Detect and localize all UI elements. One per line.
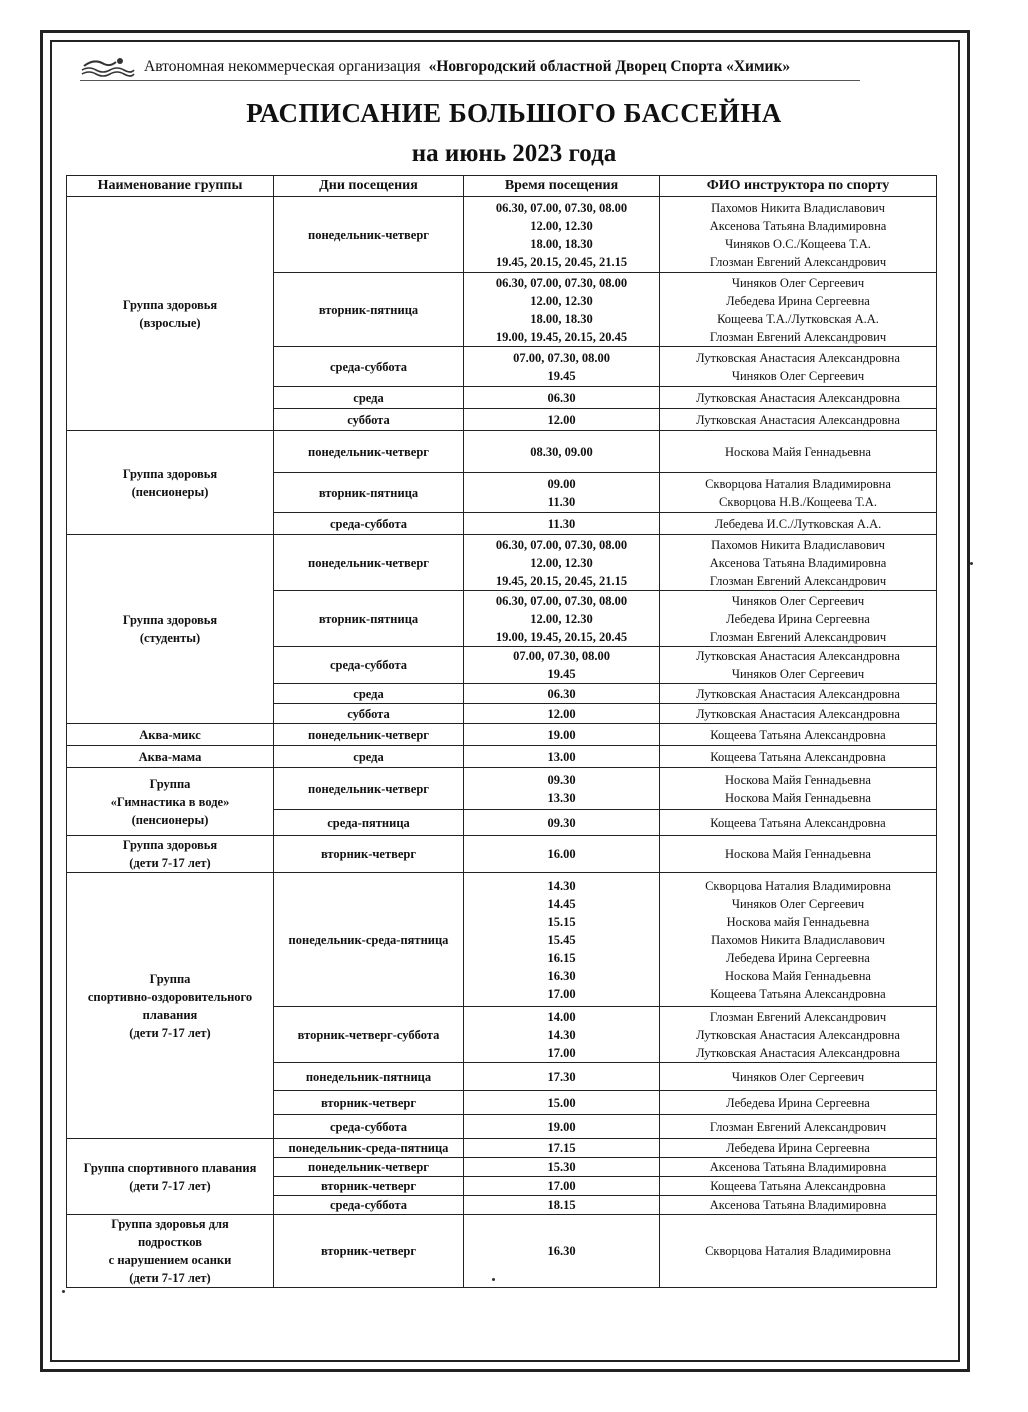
time-value: 12.00	[547, 412, 576, 427]
instructor-name: Носкова Майя Геннадьевна	[725, 790, 871, 805]
time-value: 19.00, 19.45, 20.15, 20.45	[495, 629, 628, 644]
instructor-name: Кощеева Т.А./Лутковская А.А.	[717, 311, 879, 326]
instructor-name: Скворцова Н.В./Кощеева Т.А.	[719, 494, 877, 509]
instructor-cell	[660, 704, 937, 724]
time-value: 06.30	[547, 390, 576, 405]
group-name-line: «Гимнастика в воде»	[110, 794, 230, 809]
time-cell	[464, 273, 660, 347]
time-cell	[464, 704, 660, 724]
time-cell	[464, 1007, 660, 1063]
instructor-name: Глозман Евгений Александрович	[709, 254, 887, 269]
instructor-name: Лутковская Анастасия Александровна	[696, 390, 900, 405]
instructor-name: Лебедева Ирина Сергеевна	[726, 293, 870, 308]
time-value: 15.15	[547, 914, 576, 929]
group-name-cell	[67, 431, 274, 535]
org-header	[80, 54, 900, 80]
time-value: 06.30, 07.00, 07.30, 08.00	[495, 275, 628, 290]
time-value: 14.30	[547, 878, 576, 893]
days-cell: вторник-четверг	[274, 1091, 464, 1115]
instructor-cell	[660, 746, 937, 768]
instructor-name: Пахомов Никита Владиславович	[711, 932, 885, 947]
time-value: 13.30	[547, 790, 576, 805]
days-cell: вторник-четверг	[274, 1177, 464, 1196]
time-value: 16.30	[547, 1244, 576, 1258]
table-row	[67, 768, 937, 810]
time-value: 06.30	[547, 686, 576, 701]
instructor-name: Аксенова Татьяна Владимировна	[709, 218, 887, 233]
time-value: 19.45, 20.15, 20.45, 21.15	[495, 254, 628, 269]
days-cell: понедельник-четверг	[274, 431, 464, 473]
days-cell: среда-пятница	[274, 810, 464, 836]
instructor-name: Кощеева Татьяна Александровна	[710, 986, 886, 1001]
time-cell	[464, 647, 660, 684]
group-name-line: спортивно-оздоровительного	[87, 989, 253, 1004]
time-value: 07.00, 07.30, 08.00	[513, 649, 610, 663]
table-row	[67, 724, 937, 746]
scan-speck	[62, 1290, 65, 1293]
instructor-name: Чиняков Олег Сергеевич	[731, 275, 865, 290]
days-cell: среда-суббота	[274, 1115, 464, 1139]
group-name-cell	[67, 197, 274, 431]
time-cell	[464, 197, 660, 273]
time-value: 16.15	[547, 950, 576, 965]
group-name-cell	[67, 535, 274, 724]
instructor-name: Лутковская Анастасия Александровна	[696, 1045, 900, 1060]
group-name-line: Группа здоровья	[122, 297, 218, 312]
org-name: «Новгородский областной Дворец Спорта «Химик»	[428, 58, 791, 75]
time-value: 11.30	[547, 516, 576, 531]
time-cell	[464, 431, 660, 473]
instructor-name: Пахомов Никита Владиславович	[711, 200, 885, 215]
column-header: Время посещения	[464, 176, 660, 197]
time-cell	[464, 836, 660, 873]
instructor-name: Глозман Евгений Александрович	[709, 1119, 887, 1134]
time-value: 13.00	[547, 749, 576, 764]
days-cell: понедельник-пятница	[274, 1063, 464, 1091]
schedule-table	[66, 175, 937, 1288]
instructor-cell	[660, 1215, 937, 1288]
instructor-name: Аксенова Татьяна Владимировна	[709, 1198, 887, 1212]
time-value: 17.15	[547, 1141, 576, 1155]
days-cell: вторник-пятница	[274, 473, 464, 513]
time-value: 17.00	[547, 1045, 576, 1060]
instructor-name: Аксенова Татьяна Владимировна	[709, 1160, 887, 1174]
time-cell	[464, 1139, 660, 1158]
instructor-name: Глозман Евгений Александрович	[709, 573, 887, 588]
time-value: 18.15	[547, 1198, 576, 1212]
time-cell	[464, 535, 660, 591]
column-header: ФИО инструктора по спорту	[660, 176, 937, 197]
time-cell	[464, 873, 660, 1007]
instructor-name: Лутковская Анастасия Александровна	[696, 686, 900, 701]
time-cell	[464, 1063, 660, 1091]
instructor-name: Кощеева Татьяна Александровна	[710, 749, 886, 764]
group-name-cell	[67, 1215, 274, 1288]
time-value: 12.00, 12.30	[530, 218, 593, 233]
instructor-name: Чиняков Олег Сергеевич	[731, 1069, 865, 1084]
days-cell: понедельник-четверг	[274, 1158, 464, 1177]
instructor-cell	[660, 535, 937, 591]
group-name-line: Группа	[149, 776, 191, 791]
time-value: 17.00	[547, 986, 576, 1001]
instructor-name: Носкова Майя Геннадьевна	[725, 444, 871, 459]
instructor-cell	[660, 473, 937, 513]
time-value: 06.30, 07.00, 07.30, 08.00	[495, 593, 628, 608]
days-cell: среда-суббота	[274, 513, 464, 535]
instructor-name: Скворцова Наталия Владимировна	[705, 476, 891, 491]
instructor-name: Носкова Майя Геннадьевна	[725, 772, 871, 787]
instructor-cell	[660, 431, 937, 473]
org-prefix: Автономная некоммерческая организация	[144, 58, 421, 75]
org-underline	[80, 80, 860, 81]
table-row	[67, 197, 937, 273]
instructor-cell	[660, 273, 937, 347]
time-value: 15.00	[547, 1095, 576, 1110]
days-cell: понедельник-четверг	[274, 535, 464, 591]
instructor-name: Лебедева И.С./Лутковская А.А.	[714, 516, 882, 531]
instructor-cell	[660, 347, 937, 387]
time-cell	[464, 513, 660, 535]
instructor-name: Глозман Евгений Александрович	[709, 329, 887, 344]
time-value: 11.30	[547, 494, 576, 509]
group-name-cell	[67, 746, 274, 768]
instructor-cell	[660, 409, 937, 431]
instructor-name: Скворцова Наталия Владимировна	[705, 878, 891, 893]
time-cell	[464, 409, 660, 431]
days-cell: вторник-четверг	[274, 836, 464, 873]
group-name-cell	[67, 1139, 274, 1215]
days-cell: понедельник-среда-пятница	[274, 873, 464, 1007]
days-cell: суббота	[274, 409, 464, 431]
time-value: 12.00	[547, 706, 576, 721]
days-cell: суббота	[274, 704, 464, 724]
time-cell	[464, 1091, 660, 1115]
instructor-cell	[660, 1196, 937, 1215]
group-name-line: Группа здоровья	[122, 613, 218, 627]
time-value: 09.30	[547, 815, 576, 830]
time-cell	[464, 1177, 660, 1196]
table-row	[67, 746, 937, 768]
days-cell: среда	[274, 387, 464, 409]
time-cell	[464, 684, 660, 704]
table-row	[67, 1215, 937, 1288]
group-name-line: Аква-микс	[139, 727, 201, 742]
days-cell: среда	[274, 684, 464, 704]
instructor-cell	[660, 684, 937, 704]
instructor-cell	[660, 1063, 937, 1091]
scan-speck	[970, 562, 973, 565]
group-name-line: плавания	[142, 1007, 198, 1022]
column-header: Наименование группы	[67, 176, 274, 197]
time-value: 18.00, 18.30	[530, 311, 593, 326]
instructor-cell	[660, 1139, 937, 1158]
group-name-line: (пенсионеры)	[131, 812, 209, 827]
instructor-name: Лутковская Анастасия Александровна	[696, 706, 900, 721]
group-name-cell	[67, 768, 274, 836]
instructor-name: Кощеева Татьяна Александровна	[710, 1179, 886, 1193]
instructor-name: Чиняков Олег Сергеевич	[731, 593, 865, 608]
time-value: 09.30	[547, 772, 576, 787]
time-value: 14.00	[547, 1009, 576, 1024]
group-name-line: (дети 7-17 лет)	[129, 1178, 211, 1193]
instructor-name: Глозман Евгений Александрович	[709, 1009, 887, 1024]
days-cell: вторник-пятница	[274, 591, 464, 647]
time-cell	[464, 387, 660, 409]
time-cell	[464, 1196, 660, 1215]
table-row	[67, 431, 937, 473]
group-name-line: (дети 7-17 лет)	[129, 1025, 211, 1040]
instructor-name: Чиняков О.С./Кощеева Т.А.	[725, 236, 871, 251]
time-value: 16.30	[547, 968, 576, 983]
time-cell	[464, 810, 660, 836]
column-header: Дни посещения	[274, 176, 464, 197]
time-value: 19.00	[547, 727, 576, 742]
days-cell: вторник-пятница	[274, 273, 464, 347]
days-cell: среда-суббота	[274, 1196, 464, 1215]
instructor-name: Глозман Евгений Александрович	[709, 629, 887, 644]
instructor-name: Лутковская Анастасия Александровна	[696, 1027, 900, 1042]
page-subtitle: на июнь 2023 года	[411, 140, 617, 167]
time-cell	[464, 768, 660, 810]
page-title: РАСПИСАНИЕ БОЛЬШОГО БАССЕЙНА	[246, 98, 782, 128]
group-name-line: (пенсионеры)	[131, 484, 209, 499]
time-value: 08.30, 09.00	[530, 444, 593, 459]
time-cell	[464, 473, 660, 513]
days-cell: вторник-четверг	[274, 1215, 464, 1288]
time-value: 09.00	[547, 476, 576, 491]
time-value: 19.00	[547, 1119, 576, 1134]
group-name-line: Группа	[149, 971, 191, 986]
days-cell: понедельник-среда-пятница	[274, 1139, 464, 1158]
time-cell	[464, 1158, 660, 1177]
days-cell: понедельник-четверг	[274, 724, 464, 746]
time-cell	[464, 746, 660, 768]
instructor-cell	[660, 1091, 937, 1115]
instructor-cell	[660, 768, 937, 810]
time-value: 19.45	[547, 368, 576, 383]
group-name-cell	[67, 873, 274, 1139]
instructor-name: Носкова Майя Геннадьевна	[725, 847, 871, 861]
time-value: 19.45, 20.15, 20.45, 21.15	[495, 573, 628, 588]
instructor-cell	[660, 724, 937, 746]
group-name-line: (студенты)	[139, 631, 201, 645]
time-value: 12.00, 12.30	[530, 293, 593, 308]
time-value: 12.00, 12.30	[530, 611, 593, 626]
instructor-cell	[660, 1007, 937, 1063]
group-name-line: (дети 7-17 лет)	[129, 1271, 211, 1285]
instructor-name: Лебедева Ирина Сергеевна	[726, 611, 870, 626]
table-row	[67, 836, 937, 873]
scan-speck	[492, 1278, 495, 1281]
instructor-name: Скворцова Наталия Владимировна	[705, 1244, 891, 1258]
instructor-name: Лебедева Ирина Сергеевна	[726, 950, 870, 965]
time-cell	[464, 1215, 660, 1288]
group-name-line: Группа спортивного плавания	[83, 1160, 257, 1175]
group-name-line: Группа здоровья для	[111, 1217, 229, 1231]
instructor-cell	[660, 1115, 937, 1139]
swimmer-logo-icon	[80, 56, 136, 78]
time-value: 07.00, 07.30, 08.00	[513, 350, 610, 365]
time-value: 18.00, 18.30	[530, 236, 593, 251]
time-cell	[464, 1115, 660, 1139]
instructor-cell	[660, 591, 937, 647]
group-name-line: Группа здоровья	[122, 466, 218, 481]
time-value: 17.30	[547, 1069, 576, 1084]
time-value: 06.30, 07.00, 07.30, 08.00	[495, 537, 628, 552]
group-name-cell	[67, 836, 274, 873]
instructor-name: Чиняков Олег Сергеевич	[731, 896, 865, 911]
days-cell: среда-суббота	[274, 647, 464, 684]
time-cell	[464, 591, 660, 647]
instructor-name: Кощеева Татьяна Александровна	[710, 815, 886, 830]
instructor-cell	[660, 513, 937, 535]
instructor-name: Носкова Майя Геннадьевна	[725, 968, 871, 983]
time-value: 19.45	[547, 667, 576, 681]
instructor-cell	[660, 810, 937, 836]
instructor-cell	[660, 387, 937, 409]
time-value: 06.30, 07.00, 07.30, 08.00	[495, 200, 628, 215]
schedule-body	[67, 197, 937, 1288]
group-name-cell	[67, 724, 274, 746]
group-name-line: Группа здоровья	[122, 838, 218, 852]
instructor-name: Лутковская Анастасия Александровна	[696, 350, 900, 365]
days-cell: среда	[274, 746, 464, 768]
time-value: 14.45	[547, 896, 576, 911]
table-header-row	[67, 176, 937, 197]
time-value: 19.00, 19.45, 20.15, 20.45	[495, 329, 628, 344]
instructor-cell	[660, 197, 937, 273]
instructor-name: Носкова майя Геннадьевна	[726, 914, 870, 929]
group-name-line: подростков	[137, 1235, 203, 1249]
instructor-name: Кощеева Татьяна Александровна	[710, 727, 886, 742]
instructor-name: Чиняков Олег Сергеевич	[731, 368, 865, 383]
instructor-cell	[660, 836, 937, 873]
instructor-name: Чиняков Олег Сергеевич	[731, 667, 865, 681]
time-value: 16.00	[547, 847, 576, 861]
instructor-name: Аксенова Татьяна Владимировна	[709, 555, 887, 570]
group-name-line: с нарушением осанки	[108, 1253, 232, 1267]
time-value: 12.00, 12.30	[530, 555, 593, 570]
days-cell: понедельник-четверг	[274, 768, 464, 810]
time-cell	[464, 724, 660, 746]
instructor-cell	[660, 1158, 937, 1177]
days-cell: вторник-четверг-суббота	[274, 1007, 464, 1063]
time-value: 15.30	[547, 1160, 576, 1174]
table-row	[67, 873, 937, 1007]
group-name-line: Аква-мама	[138, 749, 202, 764]
instructor-name: Пахомов Никита Владиславович	[711, 537, 885, 552]
time-value: 17.00	[547, 1179, 576, 1193]
group-name-line: (взрослые)	[139, 315, 201, 330]
instructor-name: Лебедева Ирина Сергеевна	[726, 1141, 870, 1155]
instructor-name: Лутковская Анастасия Александровна	[696, 649, 900, 663]
time-cell	[464, 347, 660, 387]
table-row	[67, 535, 937, 591]
instructor-cell	[660, 873, 937, 1007]
instructor-name: Лутковская Анастасия Александровна	[696, 412, 900, 427]
instructor-name: Лебедева Ирина Сергеевна	[726, 1095, 870, 1110]
instructor-cell	[660, 647, 937, 684]
days-cell: понедельник-четверг	[274, 197, 464, 273]
table-row	[67, 1139, 937, 1158]
instructor-cell	[660, 1177, 937, 1196]
days-cell: среда-суббота	[274, 347, 464, 387]
group-name-line: (дети 7-17 лет)	[129, 856, 211, 870]
time-value: 15.45	[547, 932, 576, 947]
time-value: 14.30	[547, 1027, 576, 1042]
